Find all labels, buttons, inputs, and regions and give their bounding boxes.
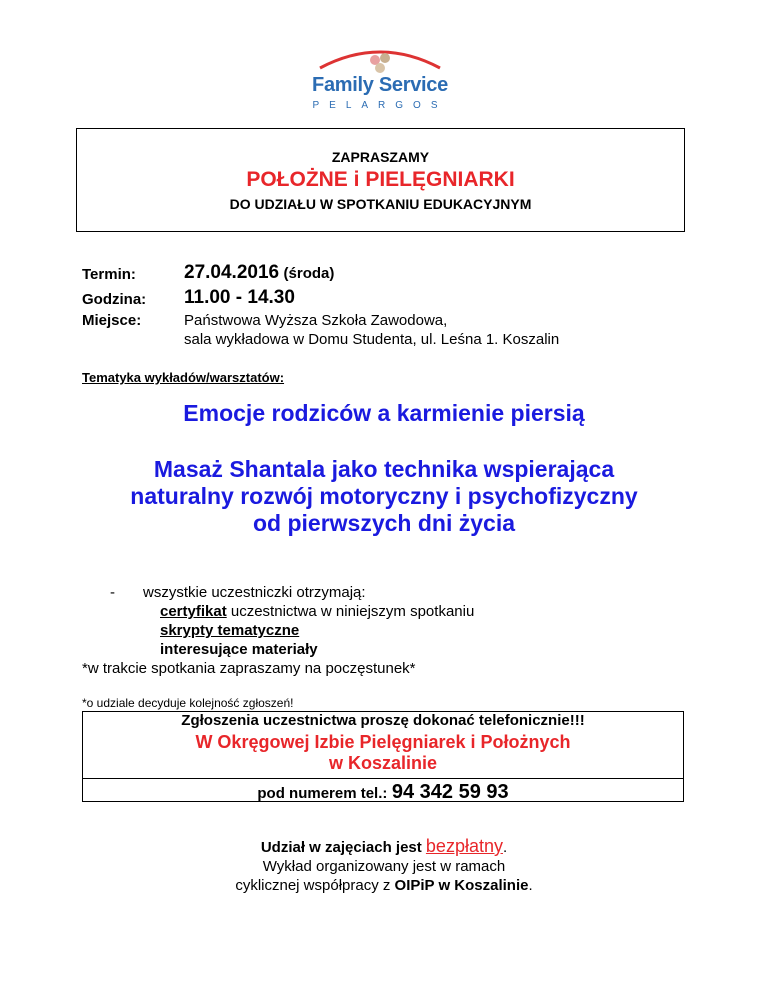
topic-2	[0, 456, 768, 537]
godzina-label: Godzina:	[82, 291, 147, 308]
topic-2-line1: Masaż Shantala jako technika wspierająca	[153, 456, 615, 482]
contact-line3: w Koszalinie	[328, 753, 438, 773]
phone-row	[83, 778, 683, 803]
termin-row	[184, 262, 334, 284]
invite-line3: DO UDZIAŁU W SPOTKANIU EDUKACYJNYM	[229, 196, 532, 212]
footer-free-prefix: Udział w zajęciach jest	[260, 839, 426, 856]
phone-number[interactable]: 94 342 59 93	[391, 781, 509, 803]
termin-value: 27.04.2016	[184, 262, 280, 283]
benefit-certificate-desc: uczestnictwa w niniejszym spotkaniu	[226, 603, 475, 620]
footer-free-word: bezpłatny	[425, 836, 503, 856]
footer-line3	[0, 877, 768, 894]
refreshments-note: *w trakcie spotkania zapraszamy na poczęstunek*	[82, 660, 416, 677]
miejsce-label: Miejsce:	[82, 312, 142, 329]
benefits-intro: wszystkie uczestniczki otrzymają:	[143, 584, 366, 601]
godzina-value: 11.00 - 14.30	[184, 287, 295, 308]
footer-line2: Wykład organizowany jest w ramach	[262, 858, 506, 875]
logo-name: Family Service	[312, 74, 448, 96]
logo-subtitle: PELARGOS	[312, 100, 448, 111]
benefits-dash: -	[110, 584, 115, 601]
footer-line3-suffix: .	[528, 877, 533, 894]
invitation-box	[76, 128, 685, 232]
miejsce-line1: Państwowa Wyższa Szkoła Zawodowa,	[184, 312, 448, 329]
logo	[300, 38, 460, 118]
contact-line2: W Okręgowej Izbie Pielęgniarek i Położnych	[195, 732, 571, 752]
contact-box	[82, 711, 684, 802]
benefit-item-2: skrypty tematyczne	[160, 622, 300, 639]
phone-label: pod numerem tel.:	[257, 785, 388, 802]
benefit-certificate: certyfikat	[160, 603, 227, 620]
termin-day: (środa)	[283, 265, 335, 282]
topic-1: Emocje rodziców a karmienie piersią	[183, 400, 585, 426]
invite-line1: ZAPRASZAMY	[331, 149, 430, 165]
invite-title: POŁOŻNE i PIELĘGNIARKI	[246, 168, 515, 191]
logo-arc-icon	[300, 38, 460, 78]
topic-2-line3: od pierwszych dni życia	[252, 510, 516, 536]
topic-2-line2: naturalny rozwój motoryczny i psychofizyczny	[130, 483, 638, 509]
topics-heading: Tematyka wykładów/warsztatów:	[82, 370, 285, 385]
miejsce-line2: sala wykładowa w Domu Studenta, ul. Leśna 1. Koszalin	[184, 331, 560, 348]
footer-free-suffix: .	[502, 839, 508, 856]
benefit-item-3: interesujące materiały	[160, 641, 318, 658]
footer-line3-prefix: cyklicznej współpracy z	[235, 877, 395, 894]
footer-line3-bold: OIPiP w Koszalinie	[394, 877, 529, 894]
contact-line1: Zgłoszenia uczestnictwa proszę dokonać telefonicznie!!!	[181, 712, 585, 729]
termin-label: Termin:	[82, 266, 136, 283]
benefit-item-1	[160, 603, 474, 620]
footer-free	[0, 836, 768, 857]
order-note: *o udziale decyduje kolejność zgłoszeń!	[82, 696, 294, 710]
